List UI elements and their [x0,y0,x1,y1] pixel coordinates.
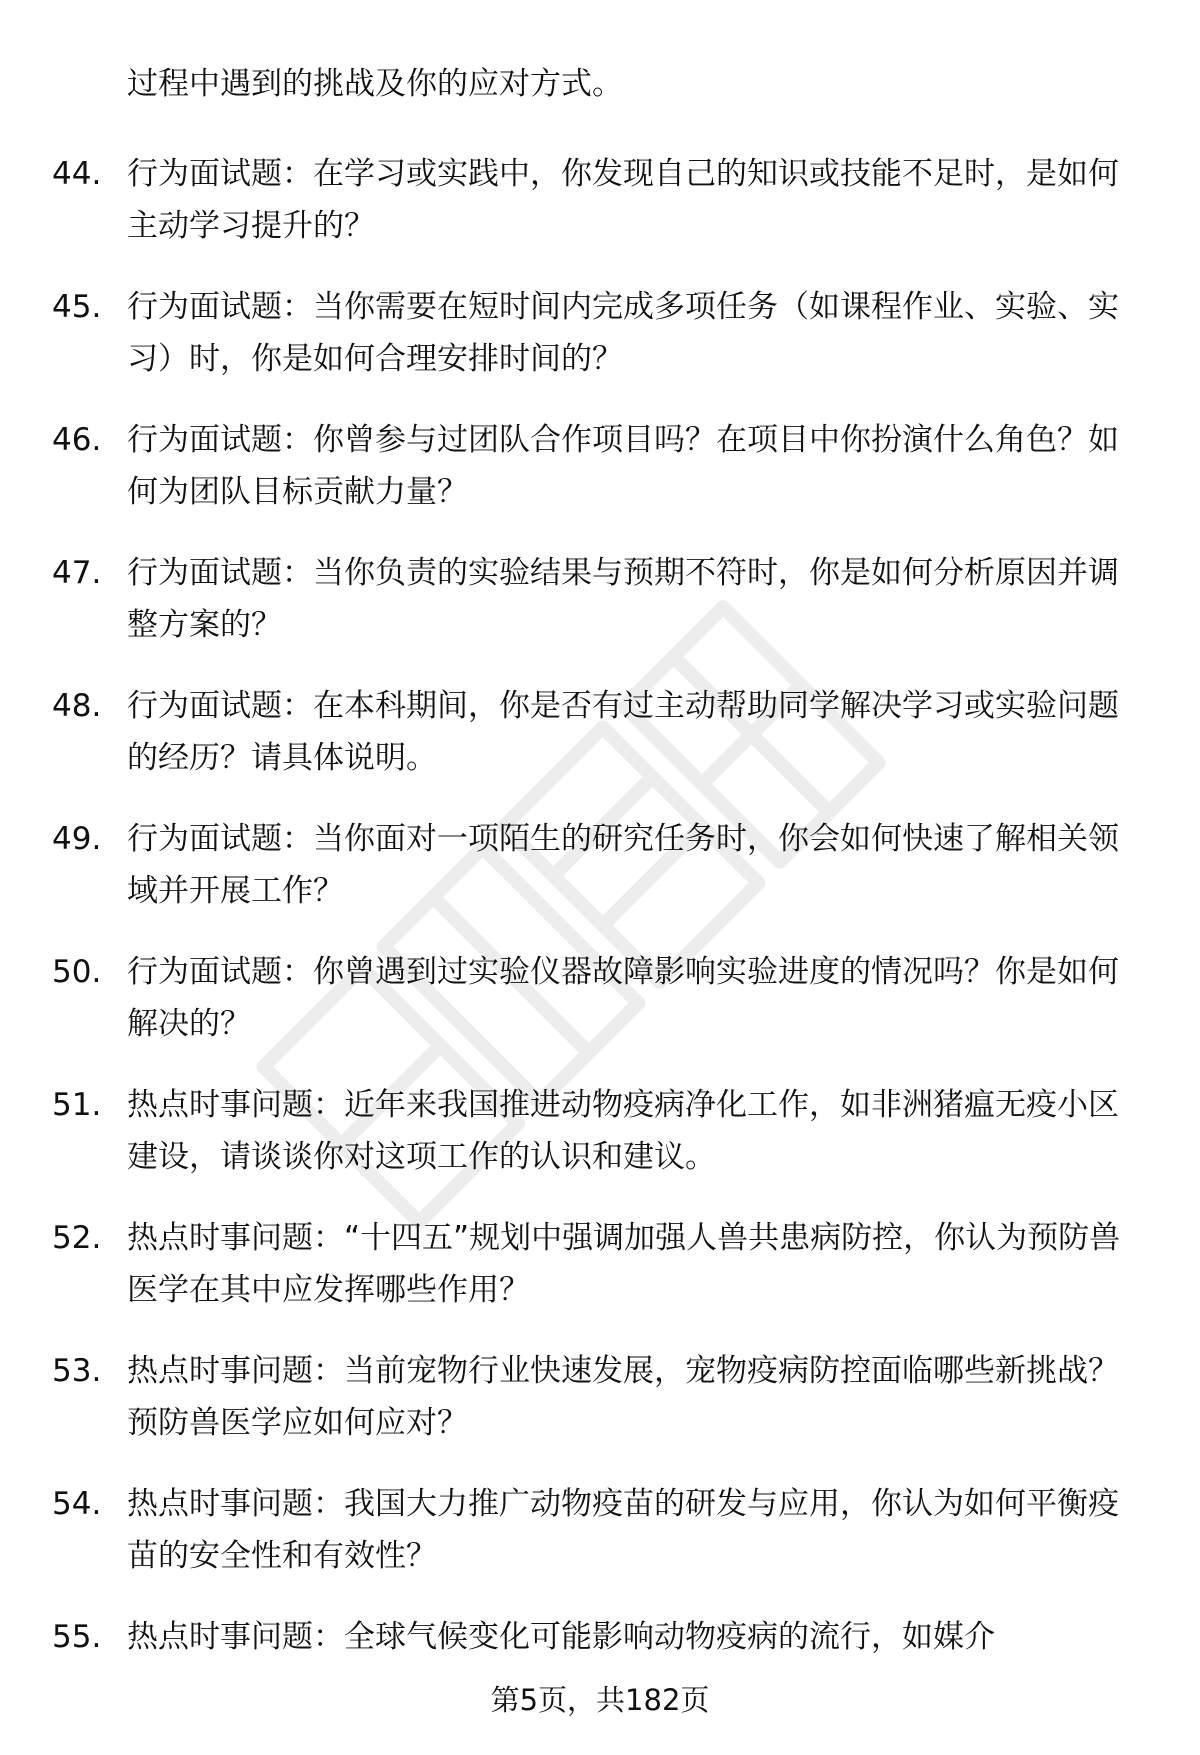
list-item [0,414,1200,547]
item-number: 50. [52,954,102,990]
item-number: 47. [52,555,102,591]
item-text: 行为面试题：你曾参与过团队合作项目吗？在项目中你扮演什么角色？如何为团队目标贡献力量？ [127,422,1119,510]
item-number: 49. [52,821,102,857]
item-number: 46. [52,422,102,458]
item-text: 热点时事问题：当前宠物行业快速发展，宠物疫病防控面临哪些新挑战？预防兽医学应如何应对？ [127,1353,1119,1441]
item-number: 45. [52,289,102,325]
list-item [0,946,1200,1079]
item-text: 热点时事问题：全球气候变化可能影响动物疫病的流行，如媒介 [127,1619,995,1655]
list-item [0,813,1200,946]
item-number: 51. [52,1087,102,1123]
item-text: 行为面试题：在本科期间，你是否有过主动帮助同学解决学习或实验问题的经历？请具体说明。 [127,688,1119,776]
list-item [0,1079,1200,1212]
list-item [0,148,1200,281]
continued-line: 过程中遇到的挑战及你的应对方式。 [127,66,623,102]
list-item [0,1212,1200,1345]
list-item [0,1345,1200,1478]
page-footer: 第5页，共182页 [490,1683,710,1717]
item-text: 行为面试题：当你面对一项陌生的研究任务时，你会如何快速了解相关领域并开展工作？ [127,821,1119,909]
item-text: 行为面试题：你曾遇到过实验仪器故障影响实验进度的情况吗？你是如何解决的？ [127,954,1119,1042]
item-text: 行为面试题：当你需要在短时间内完成多项任务（如课程作业、实验、实习）时，你是如何合理安排时间的？ [127,289,1119,377]
list-item [0,1478,1200,1611]
list-item [0,1611,1200,1744]
list-item [0,281,1200,414]
list-item [0,680,1200,813]
item-text: 行为面试题：当你负责的实验结果与预期不符时，你是如何分析原因并调整方案的？ [127,555,1119,643]
list-item [0,547,1200,680]
item-number: 48. [52,688,102,724]
item-text: 热点时事问题：我国大力推广动物疫苗的研发与应用，你认为如何平衡疫苗的安全性和有效性？ [127,1486,1119,1574]
item-number: 52. [52,1220,102,1256]
item-text: 热点时事问题：近年来我国推进动物疫病净化工作，如非洲猪瘟无疫小区建设，请谈谈你对这项工作的认识和建议。 [127,1087,1119,1175]
item-number: 53. [52,1353,102,1389]
item-number: 55. [52,1619,102,1655]
question-list [0,148,1200,1744]
item-text: 行为面试题：在学习或实践中，你发现自己的知识或技能不足时，是如何主动学习提升的？ [127,156,1119,244]
item-number: 54. [52,1486,102,1522]
item-text: 热点时事问题：“十四五”规划中强调加强人兽共患病防控，你认为预防兽医学在其中应发挥哪些作用？ [127,1220,1121,1308]
item-number: 44. [52,156,102,192]
